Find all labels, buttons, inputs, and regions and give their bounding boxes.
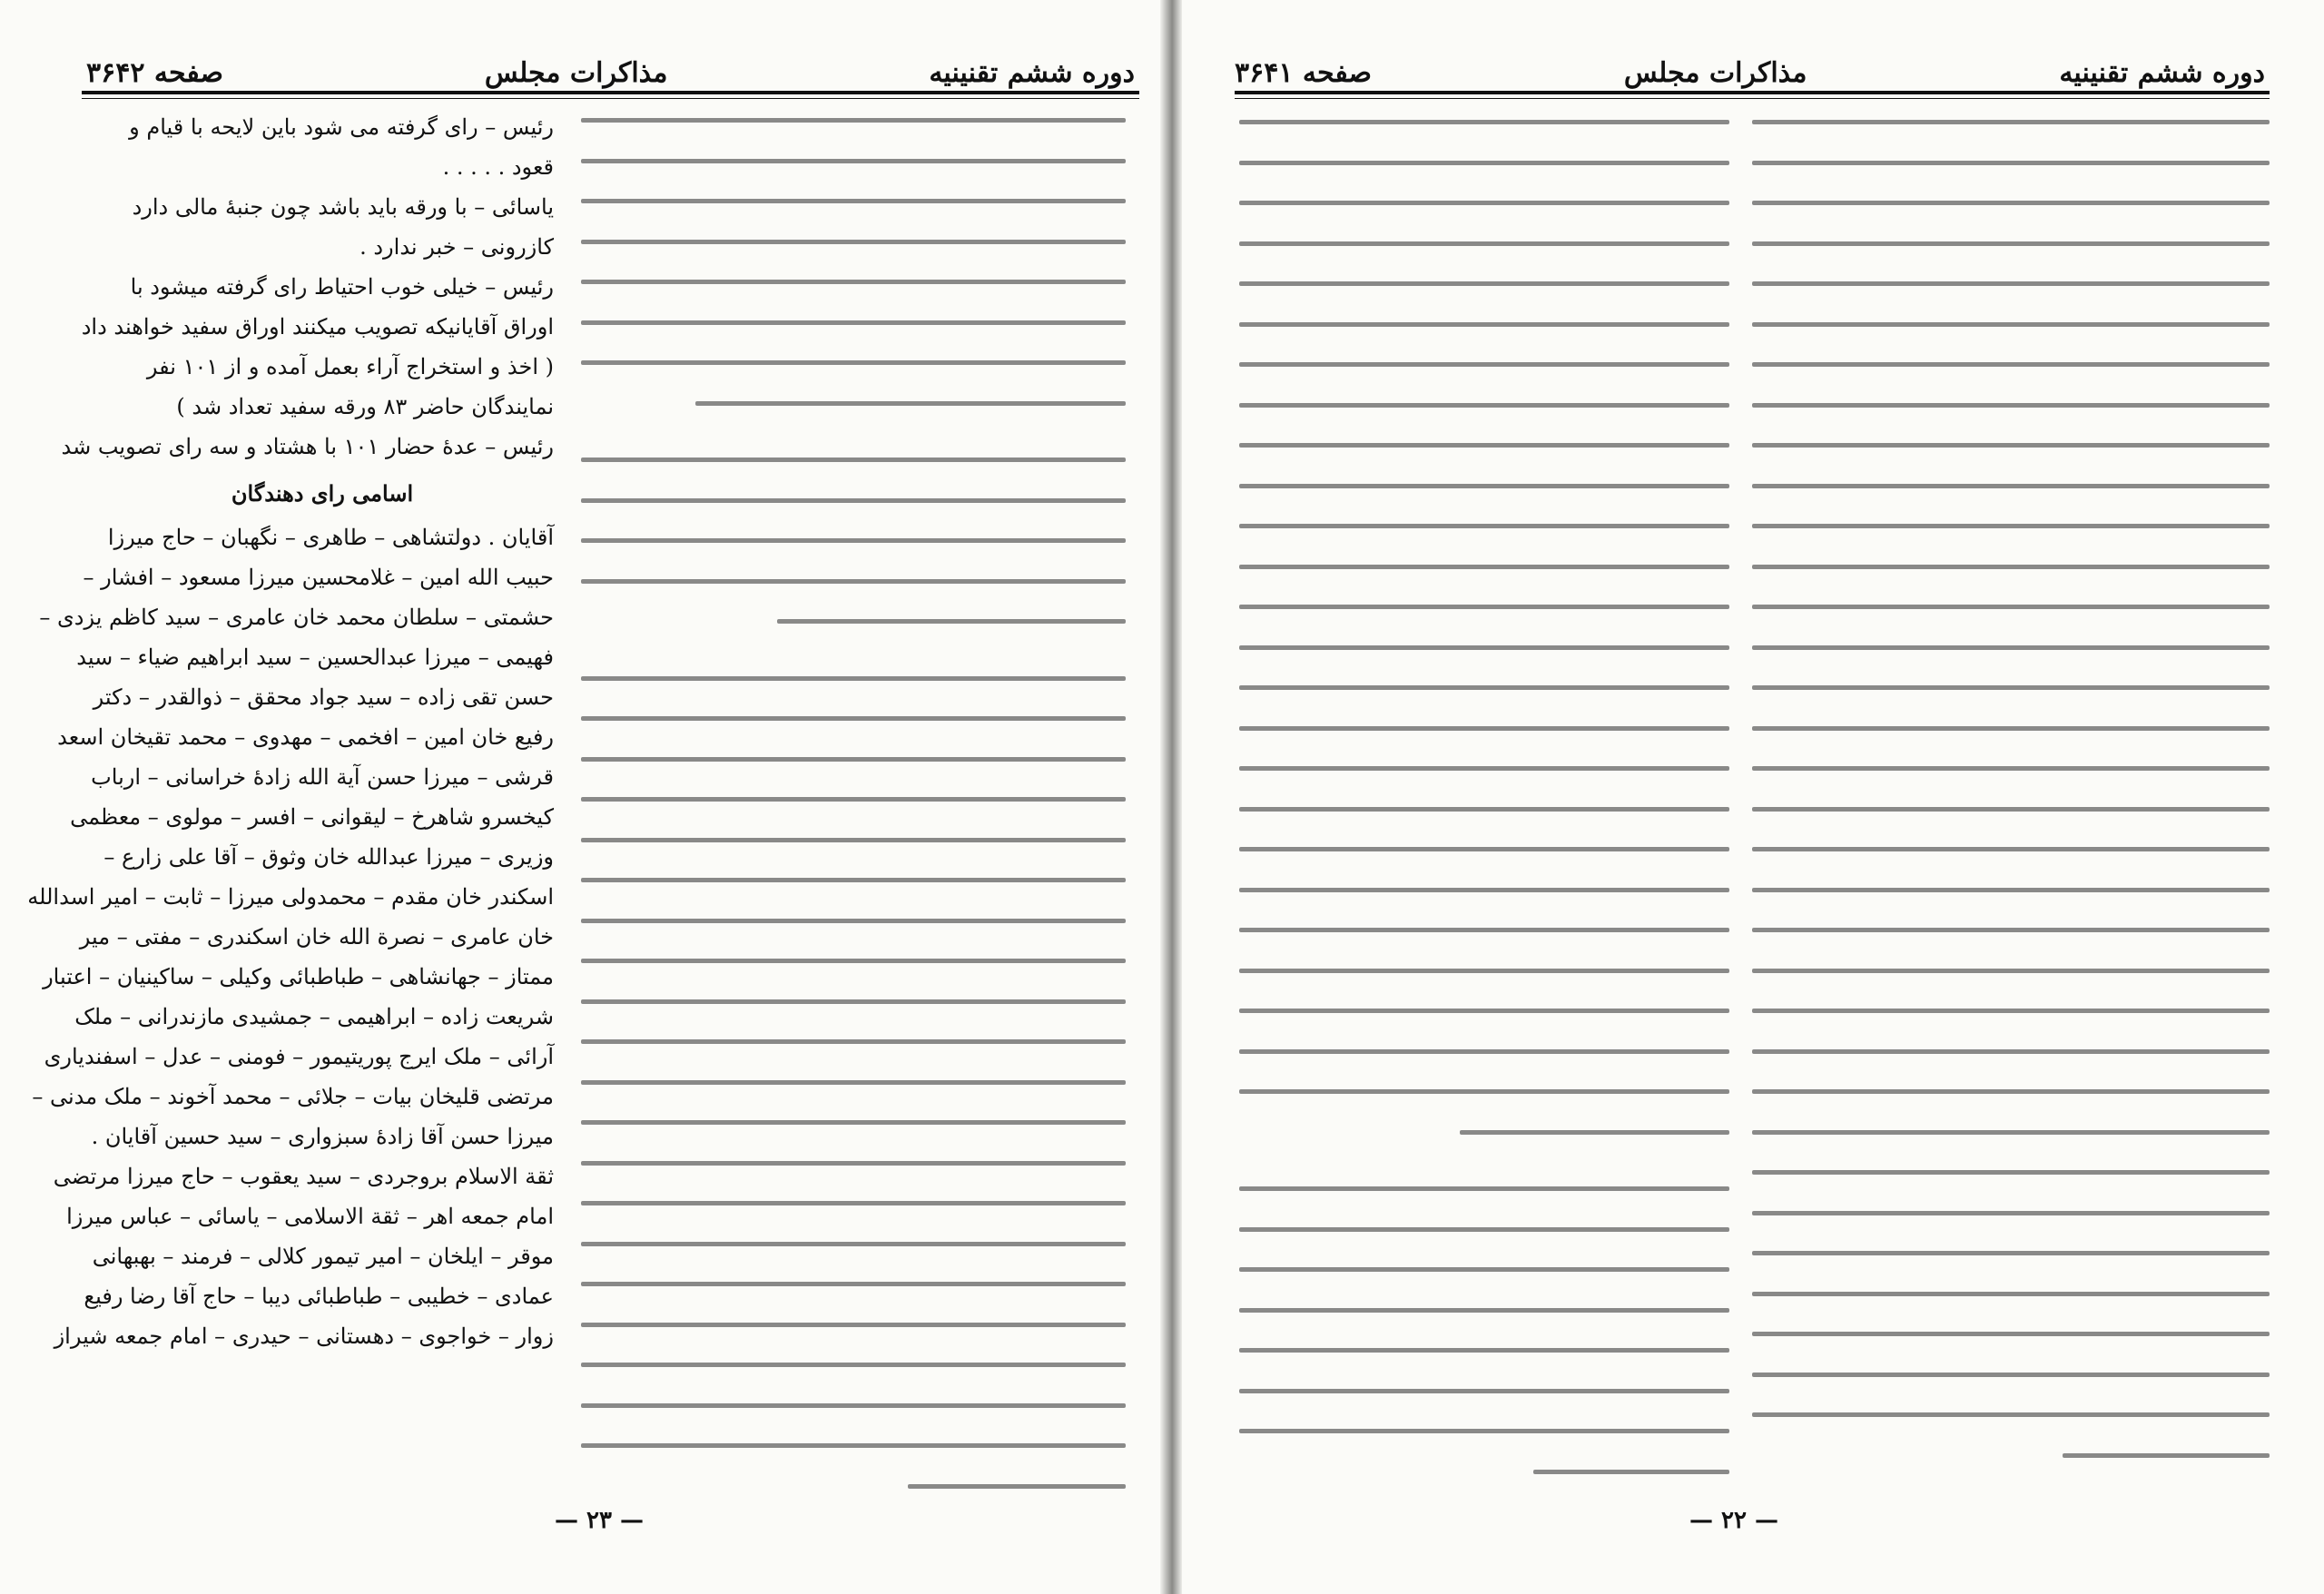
text-line [581,240,1126,244]
text-line [1752,1211,2270,1215]
voters-line: حبیب الله امین – غلامحسین میرزا مسعود – افشار – [83,565,554,590]
text-line [581,1080,1126,1085]
text-line [1239,1186,1729,1191]
text-line [1752,969,2270,973]
text-line [581,838,1126,842]
voters-line: موقر – ایلخان – امیر تیمور کلالی – فرمند – بهبهانی [92,1244,554,1269]
text-line [1752,362,2270,367]
text-line [581,199,1126,203]
vote-line: رئیس – رای گرفته می شود باین لایحه با قیام و [129,114,554,140]
text-line [1752,1170,2270,1175]
text-line [1752,120,2270,124]
voters-line: وزیری – میرزا عبدالله خان وثوق – آقا علی زارع – [103,844,554,870]
text-line [1239,645,1729,650]
text-line [581,538,1126,543]
text-line [1752,201,2270,205]
text-line [581,1323,1126,1327]
right-page [1171,0,2324,1594]
book-gutter [1160,0,1182,1594]
voters-line: امام جمعه اهر – ثقة الاسلامی – یاسائی – عباس میرزا [66,1204,554,1229]
text-line [581,797,1126,802]
voters-heading: اسامی رای دهندگان [231,480,414,507]
text-line [1239,1089,1729,1094]
vote-column [27,102,554,1505]
text-line [581,999,1126,1004]
text-line [1752,766,2270,771]
text-line [581,919,1126,923]
page-folio: — ۲۳ — [554,1507,645,1534]
text-line [1239,565,1729,569]
text-line [1752,1251,2270,1255]
text-line [1752,161,2270,165]
text-line [1752,1412,2270,1417]
text-line [581,1039,1126,1044]
text-line [1239,1348,1729,1353]
text-line [1752,1373,2270,1377]
voters-line: آقایان . دولتشاهی – طاهری – نگهبان – حاج میرزا [107,525,554,550]
vote-text [61,107,554,467]
voters-line: رفیع خان امین – افخمی – مهدوی – محمد تقیخان اسعد [57,724,554,750]
text-line [1752,443,2270,448]
text-line [1752,1049,2270,1054]
page-header [1235,44,2265,89]
text-line [1752,888,2270,892]
text-line [581,757,1126,762]
text-line [1752,281,2270,286]
text-line [1752,605,2270,609]
text-line [581,716,1126,721]
voters-line: فهیمی – میرزا عبدالحسین – سید ابراهیم ضیاء – سید [76,644,554,670]
text-line [1752,1292,2270,1296]
text-line [1239,1227,1729,1232]
text-line [1752,322,2270,327]
vote-line: رئیس – عدهٔ حضار ۱۰۱ با هشتاد و سه رای تصویب شد [61,434,554,459]
header-page-number: صفحه ۳۶۴۲ [86,57,223,89]
voters-list [27,517,554,1356]
text-line [581,360,1126,365]
text-line [581,1363,1126,1367]
speech-column-left [1239,102,1729,1518]
text-line [2063,1453,2270,1458]
text-line [1239,1049,1729,1054]
text-line [1460,1130,1729,1135]
text-line [1752,807,2270,812]
voters-line: مرتضی قلیخان بیات – جلائی – محمد آخوند – ملک مدنی – [32,1084,554,1109]
header-title: مذاکرات مجلس [484,57,668,89]
text-line [1239,161,1729,165]
text-line [1239,120,1729,124]
text-line [1752,241,2270,246]
vote-line: ( اخذ و استخراج آراء بعمل آمده و از ۱۰۱ نفر [146,354,554,379]
voters-line: عمادی – خطیبی – طباطبائی دیبا – حاج آقا رضا رفیع [84,1284,554,1309]
text-line [1752,1089,2270,1094]
text-line [1239,969,1729,973]
text-line [1239,847,1729,851]
text-line [1752,1332,2270,1336]
text-line [1239,726,1729,731]
text-line [581,159,1126,163]
text-line [581,280,1126,284]
text-line [1752,928,2270,932]
page-folio: — ۲۲ — [1689,1507,1779,1534]
text-line [581,1403,1126,1408]
voters-line: حشمتی – سلطان محمد خان عامری – سید کاظم یزدی – [39,605,554,630]
text-line [581,1161,1126,1166]
text-line [1239,1009,1729,1013]
text-line [1239,201,1729,205]
vote-line: رئیس – خیلی خوب احتیاط رای گرفته میشود با [130,274,554,300]
text-line [1239,443,1729,448]
text-line [581,458,1126,462]
voters-line: ممتاز – جهانشاهی – طباطبائی وکیلی – ساکینیان – اعتبار [43,964,554,989]
text-line [581,579,1126,584]
page-header [86,44,1135,89]
vote-line: قعود . . . . . [442,154,554,180]
vote-line: یاسائی – با ورقه باید باشد چون جنبهٔ مالی دارد [132,194,554,220]
voters-line: حسن تقی زاده – سید جواد محقق – ذوالقدر – دکتر [93,684,554,710]
text-line [1239,1429,1729,1433]
voters-line: زوار – خواجوی – دهستانی – حیدری – امام جمعه شیراز [54,1323,554,1349]
text-line [581,1120,1126,1125]
text-line [581,676,1126,681]
voters-line: میرزا حسن آقا زادهٔ سبزواری – سید حسین آقایان . [91,1124,554,1149]
voters-line: قرشی – میرزا حسن آیة الله زادهٔ خراسانی – ارباب [91,764,554,790]
header-rule-thin [82,98,1139,99]
text-line [1752,645,2270,650]
voters-line: آرائی – ملک ایرج پوریتیمور – فومنی – عدل – اسفندیاری [44,1044,554,1069]
text-line [1752,1130,2270,1135]
text-line [1752,565,2270,569]
text-line [908,1484,1126,1489]
text-line [1239,605,1729,609]
text-line [1752,1009,2270,1013]
text-line [581,1443,1126,1448]
text-line [1752,685,2270,690]
header-rule [82,91,1139,94]
text-line [1239,888,1729,892]
text-line [1239,403,1729,408]
voters-line: ثقة الاسلام بروجردی – سید یعقوب – حاج میرزا مرتضی [53,1164,554,1189]
text-line [1752,524,2270,528]
text-line [1752,403,2270,408]
text-line [1752,484,2270,488]
text-line [581,118,1126,123]
header-rule-thin [1235,98,2270,99]
header-session: دوره ششم تقنینیه [2059,57,2265,89]
text-line [695,401,1126,406]
text-line [1239,241,1729,246]
text-line [581,959,1126,963]
text-line [581,1242,1126,1246]
text-line [1239,362,1729,367]
text-line [1239,484,1729,488]
text-line [1239,322,1729,327]
speech-column-right [1752,102,2270,1518]
text-line [581,498,1126,503]
text-line [1239,1308,1729,1313]
text-line [581,878,1126,882]
text-line [1239,524,1729,528]
text-line [1239,807,1729,812]
text-line [777,619,1126,624]
header-rule [1235,91,2270,94]
text-line [1752,726,2270,731]
voters-line: شریعت زاده – ابراهیمی – جمشیدی مازندرانی – ملک [74,1004,554,1029]
header-title: مذاکرات مجلس [1623,57,1807,89]
text-line [1239,1389,1729,1393]
text-line [1239,1267,1729,1272]
vote-line: کازرونی – خبر ندارد . [359,234,554,260]
voters-line: خان عامری – نصرة الله خان اسکندری – مفتی – میر [79,924,554,950]
text-line [1239,685,1729,690]
header-page-number: صفحه ۳۶۴۱ [1235,57,1372,89]
text-line [1752,847,2270,851]
text-line [1239,928,1729,932]
voters-line: اسکندر خان مقدم – محمدولی میرزا – ثابت – امیر اسدالله [27,884,554,910]
header-session: دوره ششم تقنینیه [929,57,1135,89]
text-line [581,1201,1126,1205]
speech-column [581,102,1126,1516]
text-line [581,320,1126,325]
vote-line: اوراق آقایانیکه تصویب میکنند اوراق سفید خواهند داد [81,314,554,339]
text-line [1533,1470,1729,1474]
text-line [1239,766,1729,771]
text-line [581,1282,1126,1286]
voters-line: کیخسرو شاهرخ – لیقوانی – افسر – مولوی – معظمی [70,804,554,830]
text-line [1239,281,1729,286]
vote-line: نمایندگان حاضر ۸۳ ورقه سفید تعداد شد ) [176,394,554,419]
